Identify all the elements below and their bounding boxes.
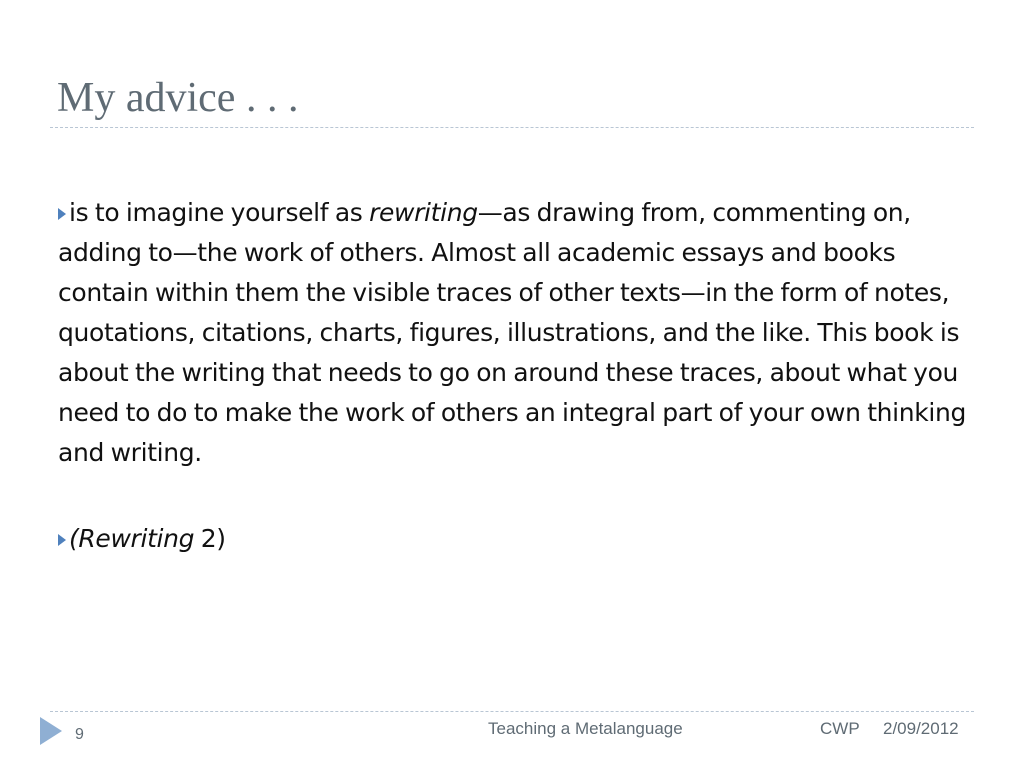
- bullet-triangle-icon: [58, 208, 66, 220]
- quote-text-rest: —as drawing from, commenting on, adding to—the work of others. Almost all academic essays and books contain within them the visible traces of other texts—in the form of notes, quotations, citations, charts, figures, illustrations, and the like. This book is about the writing that needs to go on around these traces, about what you need to do to make the work of others an integral part of your own thinking and writing.: [58, 198, 966, 467]
- footer-date: 2/09/2012: [883, 719, 959, 738]
- title-divider: [50, 127, 974, 128]
- footer-arrow-icon: [40, 717, 62, 745]
- slide-number: 9: [75, 726, 84, 743]
- bullet-paragraph-quote: [58, 193, 978, 473]
- footer-author: CWP: [820, 719, 860, 738]
- citation-italic: (Rewriting: [69, 524, 195, 553]
- footer-divider: [50, 711, 974, 712]
- footer-title: Teaching a Metalanguage: [488, 719, 683, 738]
- bullet-triangle-icon: [58, 534, 66, 546]
- citation-page: 2): [194, 524, 226, 553]
- bullet-paragraph-citation: [58, 519, 978, 559]
- slide-body: [58, 193, 978, 559]
- quote-text-start: is to imagine yourself as: [69, 198, 370, 227]
- quote-italic-word: rewriting: [369, 198, 478, 227]
- slide-title: My advice . . .: [57, 75, 299, 121]
